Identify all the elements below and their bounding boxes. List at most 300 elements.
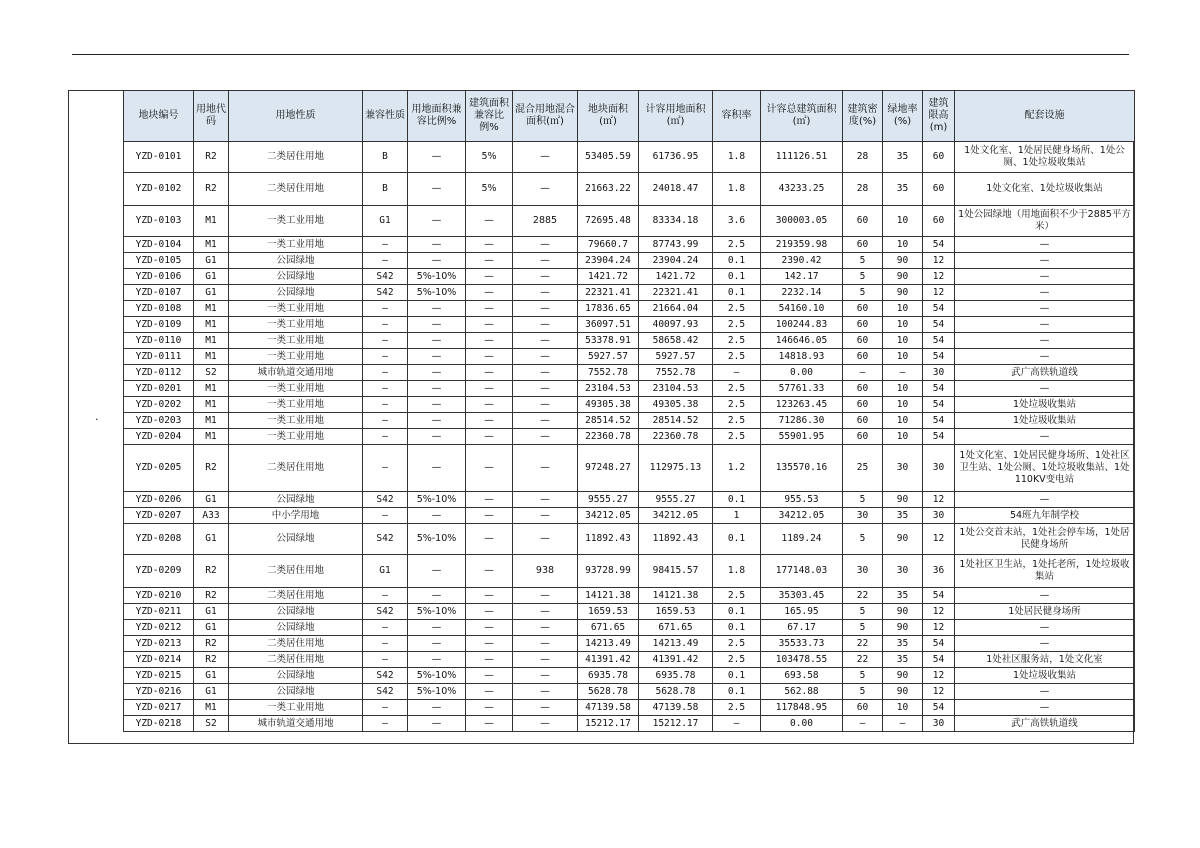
cell-plot-area: 22321.41 — [578, 285, 639, 301]
cell-land-use: 二类居住用地 — [229, 555, 363, 588]
cell-building-density: 60 — [843, 333, 883, 349]
cell-facilities: — — [955, 429, 1135, 445]
cell-height-limit: 54 — [923, 700, 955, 716]
cell-counted-land-area: 7552.78 — [639, 365, 713, 381]
cell-far: 1.8 — [713, 555, 761, 588]
cell-land-code: S2 — [194, 716, 229, 732]
cell-land-compat-ratio: 5%-10% — [408, 492, 466, 508]
cell-mixed-area: — — [513, 349, 578, 365]
cell-plot-area: 21663.22 — [578, 173, 639, 206]
cell-building-density: 60 — [843, 317, 883, 333]
cell-green-ratio: 90 — [883, 684, 923, 700]
cell-plot-area: 5628.78 — [578, 684, 639, 700]
cell-far: 1.8 — [713, 142, 761, 173]
cell-green-ratio: 90 — [883, 524, 923, 555]
cell-mixed-area: — — [513, 237, 578, 253]
cell-plot-id: YZD-0102 — [124, 173, 194, 206]
cell-mixed-area: — — [513, 668, 578, 684]
cell-green-ratio: 90 — [883, 253, 923, 269]
table-row — [124, 349, 1135, 365]
cell-counted-land-area: 1659.53 — [639, 604, 713, 620]
cell-building-compat-ratio: — — [466, 413, 513, 429]
cell-land-code: M1 — [194, 317, 229, 333]
cell-land-use: 二类居住用地 — [229, 588, 363, 604]
cell-plot-area: 79660.7 — [578, 237, 639, 253]
cell-total-floor-area: 34212.05 — [761, 508, 843, 524]
cell-mixed-area: — — [513, 604, 578, 620]
cell-plot-id: YZD-0203 — [124, 413, 194, 429]
table-row — [124, 652, 1135, 668]
cell-total-floor-area: 2232.14 — [761, 285, 843, 301]
cell-building-compat-ratio: — — [466, 700, 513, 716]
cell-green-ratio: 10 — [883, 413, 923, 429]
cell-green-ratio: 10 — [883, 317, 923, 333]
cell-land-compat-ratio: 5%-10% — [408, 524, 466, 555]
cell-land-use: 公园绿地 — [229, 269, 363, 285]
header-total-floor-area: 计容总建筑面积(㎡) — [761, 91, 843, 142]
cell-total-floor-area: 67.17 — [761, 620, 843, 636]
cell-land-use: 二类居住用地 — [229, 445, 363, 492]
cell-land-code: R2 — [194, 588, 229, 604]
cell-total-floor-area: 71286.30 — [761, 413, 843, 429]
cell-green-ratio: 30 — [883, 555, 923, 588]
cell-land-compat-ratio: 5%-10% — [408, 269, 466, 285]
cell-counted-land-area: 15212.17 — [639, 716, 713, 732]
cell-plot-area: 49305.38 — [578, 397, 639, 413]
header-counted-land-area: 计容用地面积(㎡) — [639, 91, 713, 142]
cell-height-limit: 12 — [923, 524, 955, 555]
cell-land-compat-ratio: — — [408, 237, 466, 253]
cell-compatible-use: S42 — [363, 684, 408, 700]
cell-building-density: 60 — [843, 237, 883, 253]
cell-far: 2.5 — [713, 652, 761, 668]
cell-far: 2.5 — [713, 381, 761, 397]
cell-plot-area: 53378.91 — [578, 333, 639, 349]
cell-plot-area: 5927.57 — [578, 349, 639, 365]
cell-building-density: 60 — [843, 301, 883, 317]
cell-far: 2.5 — [713, 349, 761, 365]
cell-facilities: 1处社区服务站，1处文化室 — [955, 652, 1135, 668]
cell-land-use: 一类工业用地 — [229, 397, 363, 413]
cell-compatible-use: — — [363, 397, 408, 413]
cell-land-compat-ratio: — — [408, 317, 466, 333]
cell-compatible-use: S42 — [363, 668, 408, 684]
cell-plot-id: YZD-0206 — [124, 492, 194, 508]
cell-facilities: — — [955, 684, 1135, 700]
cell-counted-land-area: 112975.13 — [639, 445, 713, 492]
cell-total-floor-area: 0.00 — [761, 365, 843, 381]
table-row — [124, 206, 1135, 237]
cell-height-limit: 54 — [923, 317, 955, 333]
cell-plot-id: YZD-0214 — [124, 652, 194, 668]
cell-far: — — [713, 716, 761, 732]
cell-land-compat-ratio: — — [408, 381, 466, 397]
cell-height-limit: 30 — [923, 716, 955, 732]
cell-facilities: — — [955, 237, 1135, 253]
cell-far: 2.5 — [713, 700, 761, 716]
table-row — [124, 429, 1135, 445]
cell-compatible-use: G1 — [363, 206, 408, 237]
cell-compatible-use: — — [363, 636, 408, 652]
cell-total-floor-area: 54160.10 — [761, 301, 843, 317]
cell-plot-area: 9555.27 — [578, 492, 639, 508]
cell-far: 2.5 — [713, 237, 761, 253]
cell-land-code: G1 — [194, 668, 229, 684]
cell-compatible-use: S42 — [363, 285, 408, 301]
cell-land-code: G1 — [194, 684, 229, 700]
cell-land-compat-ratio: — — [408, 700, 466, 716]
cell-counted-land-area: 23904.24 — [639, 253, 713, 269]
table-row — [124, 237, 1135, 253]
cell-land-use: 一类工业用地 — [229, 381, 363, 397]
cell-height-limit: 12 — [923, 285, 955, 301]
header-land-use: 用地性质 — [229, 91, 363, 142]
cell-total-floor-area: 693.58 — [761, 668, 843, 684]
page-top-rule — [72, 54, 1129, 55]
cell-building-density: 22 — [843, 588, 883, 604]
cell-land-use: 公园绿地 — [229, 604, 363, 620]
cell-plot-area: 36097.51 — [578, 317, 639, 333]
cell-compatible-use: S42 — [363, 604, 408, 620]
cell-counted-land-area: 14213.49 — [639, 636, 713, 652]
cell-far: 1 — [713, 508, 761, 524]
cell-mixed-area: — — [513, 445, 578, 492]
cell-land-compat-ratio: — — [408, 636, 466, 652]
cell-land-code: M1 — [194, 700, 229, 716]
cell-plot-id: YZD-0101 — [124, 142, 194, 173]
cell-facilities: — — [955, 588, 1135, 604]
table-row — [124, 716, 1135, 732]
cell-facilities: — — [955, 700, 1135, 716]
cell-compatible-use: B — [363, 173, 408, 206]
cell-facilities: 1处垃圾收集站 — [955, 397, 1135, 413]
cell-compatible-use: — — [363, 237, 408, 253]
cell-total-floor-area: 146646.05 — [761, 333, 843, 349]
cell-counted-land-area: 9555.27 — [639, 492, 713, 508]
cell-total-floor-area: 0.00 — [761, 716, 843, 732]
cell-height-limit: 36 — [923, 555, 955, 588]
cell-mixed-area: — — [513, 397, 578, 413]
cell-height-limit: 54 — [923, 349, 955, 365]
cell-plot-id: YZD-0208 — [124, 524, 194, 555]
cell-green-ratio: 10 — [883, 349, 923, 365]
cell-compatible-use: — — [363, 301, 408, 317]
cell-counted-land-area: 5927.57 — [639, 349, 713, 365]
cell-compatible-use: — — [363, 253, 408, 269]
cell-land-compat-ratio: — — [408, 253, 466, 269]
cell-total-floor-area: 1189.24 — [761, 524, 843, 555]
cell-facilities: 1处居民健身场所 — [955, 604, 1135, 620]
cell-building-compat-ratio: — — [466, 588, 513, 604]
cell-building-density: 22 — [843, 652, 883, 668]
cell-facilities: 1处文化室、1处居民健身场所、1处社区卫生站、1处公厕、1处垃圾收集站、1处110KV变电站 — [955, 445, 1135, 492]
cell-counted-land-area: 40097.93 — [639, 317, 713, 333]
cell-plot-area: 17836.65 — [578, 301, 639, 317]
cell-green-ratio: 90 — [883, 668, 923, 684]
cell-plot-area: 1659.53 — [578, 604, 639, 620]
cell-counted-land-area: 5628.78 — [639, 684, 713, 700]
cell-compatible-use: S42 — [363, 492, 408, 508]
cell-compatible-use: — — [363, 652, 408, 668]
cell-plot-id: YZD-0207 — [124, 508, 194, 524]
cell-building-compat-ratio: — — [466, 668, 513, 684]
cell-facilities: — — [955, 253, 1135, 269]
cell-plot-id: YZD-0111 — [124, 349, 194, 365]
cell-plot-id: YZD-0106 — [124, 269, 194, 285]
cell-facilities: — — [955, 381, 1135, 397]
cell-mixed-area: — — [513, 381, 578, 397]
cell-plot-area: 72695.48 — [578, 206, 639, 237]
cell-land-use: 二类居住用地 — [229, 636, 363, 652]
cell-total-floor-area: 562.88 — [761, 684, 843, 700]
cell-plot-id: YZD-0107 — [124, 285, 194, 301]
cell-plot-id: YZD-0109 — [124, 317, 194, 333]
cell-building-density: 28 — [843, 173, 883, 206]
cell-land-compat-ratio: 5%-10% — [408, 684, 466, 700]
cell-far: 2.5 — [713, 333, 761, 349]
cell-land-use: 一类工业用地 — [229, 413, 363, 429]
cell-green-ratio: 90 — [883, 269, 923, 285]
cell-mixed-area: — — [513, 142, 578, 173]
cell-land-code: S2 — [194, 365, 229, 381]
cell-green-ratio: 35 — [883, 636, 923, 652]
cell-far: 3.6 — [713, 206, 761, 237]
cell-green-ratio: 30 — [883, 445, 923, 492]
cell-total-floor-area: 117848.95 — [761, 700, 843, 716]
cell-total-floor-area: 165.95 — [761, 604, 843, 620]
cell-total-floor-area: 35533.73 — [761, 636, 843, 652]
table-row — [124, 253, 1135, 269]
table-row — [124, 588, 1135, 604]
cell-facilities: 1处文化室、1处垃圾收集站 — [955, 173, 1135, 206]
cell-height-limit: 12 — [923, 269, 955, 285]
cell-building-compat-ratio: — — [466, 349, 513, 365]
cell-mixed-area: — — [513, 700, 578, 716]
cell-compatible-use: S42 — [363, 524, 408, 555]
cell-green-ratio: 90 — [883, 604, 923, 620]
cell-counted-land-area: 14121.38 — [639, 588, 713, 604]
cell-building-compat-ratio: — — [466, 381, 513, 397]
cell-counted-land-area: 1421.72 — [639, 269, 713, 285]
cell-total-floor-area: 300003.05 — [761, 206, 843, 237]
cell-compatible-use: — — [363, 445, 408, 492]
cell-land-use: 公园绿地 — [229, 524, 363, 555]
cell-building-compat-ratio: — — [466, 365, 513, 381]
cell-green-ratio: 35 — [883, 508, 923, 524]
table-row — [124, 668, 1135, 684]
cell-building-compat-ratio: — — [466, 269, 513, 285]
cell-land-compat-ratio: — — [408, 555, 466, 588]
cell-land-code: M1 — [194, 333, 229, 349]
cell-mixed-area: — — [513, 588, 578, 604]
cell-mixed-area: — — [513, 620, 578, 636]
cell-building-compat-ratio: — — [466, 445, 513, 492]
cell-plot-area: 47139.58 — [578, 700, 639, 716]
cell-counted-land-area: 58658.42 — [639, 333, 713, 349]
cell-facilities: 1处社区卫生站，1处托老所，1处垃圾收集站 — [955, 555, 1135, 588]
cell-mixed-area: — — [513, 429, 578, 445]
cell-facilities: — — [955, 620, 1135, 636]
cell-plot-id: YZD-0218 — [124, 716, 194, 732]
cell-far: 2.5 — [713, 429, 761, 445]
cell-land-compat-ratio: — — [408, 301, 466, 317]
cell-height-limit: 60 — [923, 173, 955, 206]
table-row — [124, 445, 1135, 492]
cell-land-compat-ratio: — — [408, 445, 466, 492]
cell-far: 2.5 — [713, 317, 761, 333]
cell-land-compat-ratio: — — [408, 716, 466, 732]
cell-building-compat-ratio: — — [466, 636, 513, 652]
cell-green-ratio: 90 — [883, 492, 923, 508]
cell-total-floor-area: 219359.98 — [761, 237, 843, 253]
cell-far: 0.1 — [713, 620, 761, 636]
cell-building-density: 5 — [843, 285, 883, 301]
cell-building-density: 22 — [843, 636, 883, 652]
cell-land-code: M1 — [194, 206, 229, 237]
land-use-table — [123, 90, 1135, 732]
cell-land-code: G1 — [194, 620, 229, 636]
cell-far: 0.1 — [713, 604, 761, 620]
table-row — [124, 555, 1135, 588]
table-row — [124, 700, 1135, 716]
cell-building-compat-ratio: — — [466, 684, 513, 700]
cell-compatible-use: S42 — [363, 269, 408, 285]
cell-land-code: G1 — [194, 269, 229, 285]
cell-land-code: A33 — [194, 508, 229, 524]
cell-building-compat-ratio: — — [466, 285, 513, 301]
cell-height-limit: 54 — [923, 652, 955, 668]
cell-height-limit: 12 — [923, 253, 955, 269]
cell-counted-land-area: 61736.95 — [639, 142, 713, 173]
cell-green-ratio: 35 — [883, 142, 923, 173]
cell-land-compat-ratio: 5%-10% — [408, 668, 466, 684]
cell-land-use: 一类工业用地 — [229, 700, 363, 716]
cell-building-compat-ratio: — — [466, 206, 513, 237]
cell-plot-area: 34212.05 — [578, 508, 639, 524]
cell-building-compat-ratio: 5% — [466, 173, 513, 206]
cell-plot-area: 14121.38 — [578, 588, 639, 604]
cell-building-compat-ratio: — — [466, 716, 513, 732]
cell-far: 2.5 — [713, 636, 761, 652]
cell-plot-id: YZD-0108 — [124, 301, 194, 317]
cell-compatible-use: — — [363, 700, 408, 716]
cell-building-compat-ratio: — — [466, 620, 513, 636]
cell-mixed-area: — — [513, 333, 578, 349]
cell-far: 0.1 — [713, 684, 761, 700]
cell-far: — — [713, 365, 761, 381]
cell-plot-area: 14213.49 — [578, 636, 639, 652]
cell-mixed-area: — — [513, 173, 578, 206]
cell-land-compat-ratio: — — [408, 588, 466, 604]
cell-green-ratio: 10 — [883, 301, 923, 317]
cell-plot-area: 7552.78 — [578, 365, 639, 381]
cell-facilities: — — [955, 349, 1135, 365]
table-row — [124, 301, 1135, 317]
cell-building-density: 5 — [843, 668, 883, 684]
cell-green-ratio: 10 — [883, 429, 923, 445]
cell-plot-id: YZD-0210 — [124, 588, 194, 604]
cell-building-density: — — [843, 716, 883, 732]
cell-land-code: G1 — [194, 492, 229, 508]
cell-green-ratio: 10 — [883, 206, 923, 237]
cell-green-ratio: 35 — [883, 652, 923, 668]
cell-mixed-area: — — [513, 492, 578, 508]
cell-land-compat-ratio: — — [408, 413, 466, 429]
cell-building-density: 5 — [843, 524, 883, 555]
cell-land-code: R2 — [194, 173, 229, 206]
cell-land-compat-ratio: — — [408, 365, 466, 381]
cell-facilities: — — [955, 301, 1135, 317]
cell-land-use: 公园绿地 — [229, 285, 363, 301]
cell-land-code: M1 — [194, 349, 229, 365]
cell-facilities: 1处公交首末站，1处社会停车场，1处居民健身场所 — [955, 524, 1135, 555]
cell-height-limit: 12 — [923, 604, 955, 620]
cell-land-use: 一类工业用地 — [229, 429, 363, 445]
cell-height-limit: 54 — [923, 413, 955, 429]
cell-total-floor-area: 14818.93 — [761, 349, 843, 365]
cell-counted-land-area: 22321.41 — [639, 285, 713, 301]
cell-land-compat-ratio: 5%-10% — [408, 285, 466, 301]
cell-plot-area: 93728.99 — [578, 555, 639, 588]
table-row — [124, 413, 1135, 429]
left-column-marker: · — [95, 413, 99, 426]
cell-total-floor-area: 123263.45 — [761, 397, 843, 413]
cell-mixed-area: — — [513, 652, 578, 668]
cell-counted-land-area: 41391.42 — [639, 652, 713, 668]
cell-far: 1.8 — [713, 173, 761, 206]
cell-facilities: 武广高铁轨道线 — [955, 716, 1135, 732]
cell-total-floor-area: 100244.83 — [761, 317, 843, 333]
cell-far: 0.1 — [713, 253, 761, 269]
cell-green-ratio: 10 — [883, 700, 923, 716]
cell-plot-id: YZD-0105 — [124, 253, 194, 269]
cell-counted-land-area: 23104.53 — [639, 381, 713, 397]
cell-counted-land-area: 28514.52 — [639, 413, 713, 429]
cell-green-ratio: 10 — [883, 333, 923, 349]
cell-far: 0.1 — [713, 285, 761, 301]
header-land-code: 用地代码 — [194, 91, 229, 142]
cell-land-use: 公园绿地 — [229, 492, 363, 508]
cell-plot-area: 97248.27 — [578, 445, 639, 492]
table-row — [124, 285, 1135, 301]
cell-facilities: — — [955, 285, 1135, 301]
cell-land-code: G1 — [194, 524, 229, 555]
table-row — [124, 365, 1135, 381]
cell-building-density: 5 — [843, 604, 883, 620]
cell-total-floor-area: 55901.95 — [761, 429, 843, 445]
cell-building-compat-ratio: — — [466, 555, 513, 588]
cell-building-compat-ratio: — — [466, 317, 513, 333]
cell-plot-id: YZD-0216 — [124, 684, 194, 700]
cell-mixed-area: — — [513, 317, 578, 333]
header-height-limit: 建筑限高(m) — [923, 91, 955, 142]
cell-building-compat-ratio: — — [466, 524, 513, 555]
cell-height-limit: 60 — [923, 206, 955, 237]
cell-mixed-area: — — [513, 716, 578, 732]
cell-height-limit: 54 — [923, 301, 955, 317]
header-plot-area: 地块面积(㎡) — [578, 91, 639, 142]
cell-compatible-use: — — [363, 381, 408, 397]
cell-plot-area: 23104.53 — [578, 381, 639, 397]
cell-land-compat-ratio: — — [408, 397, 466, 413]
cell-building-compat-ratio: — — [466, 253, 513, 269]
cell-land-use: 公园绿地 — [229, 620, 363, 636]
cell-building-compat-ratio: — — [466, 237, 513, 253]
cell-building-density: 5 — [843, 269, 883, 285]
cell-counted-land-area: 24018.47 — [639, 173, 713, 206]
cell-total-floor-area: 135570.16 — [761, 445, 843, 492]
cell-plot-area: 28514.52 — [578, 413, 639, 429]
